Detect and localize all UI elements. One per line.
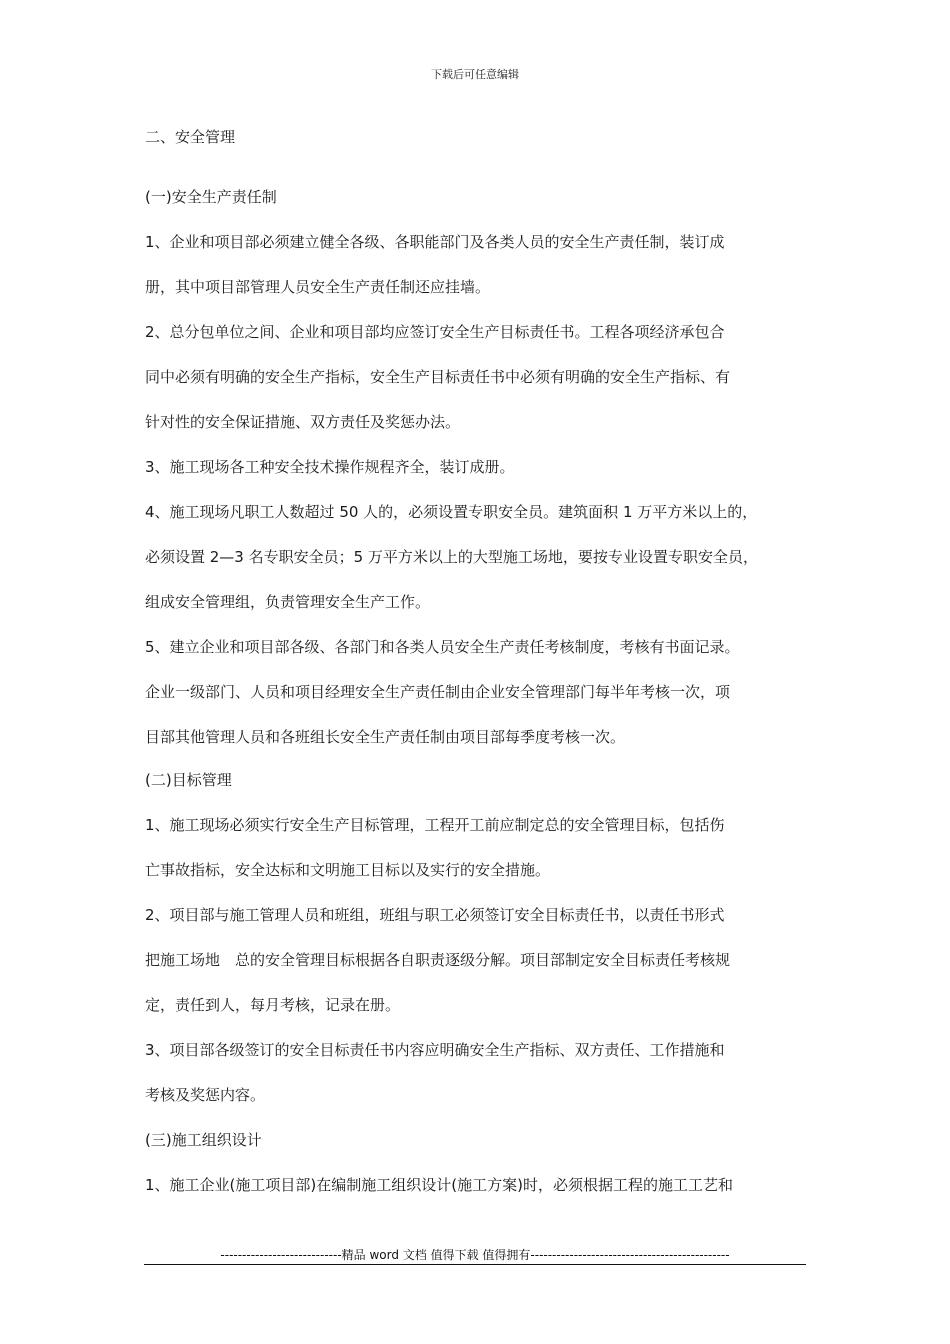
paragraph-line: 3、项目部各级签订的安全目标责任书内容应明确安全生产指标、双方责任、工作措施和 — [145, 1041, 725, 1059]
paragraph-line: 1、施工企业(施工项目部)在编制施工组织设计(施工方案)时，必须根据工程的施工工艺和 — [145, 1176, 733, 1194]
paragraph-line: 1、企业和项目部必须建立健全各级、各职能部门及各类人员的安全生产责任制，装订成 — [145, 233, 725, 251]
page-header: 下载后可任意编辑 — [431, 68, 519, 81]
paragraph-line: 组成安全管理组，负责管理安全生产工作。 — [145, 593, 431, 611]
paragraph-line: 把施工场地 总的安全管理目标根据各自职责逐级分解。项目部制定安全目标责任考核规 — [145, 951, 731, 969]
paragraph-line: 目部其他管理人员和各班组长安全生产责任制由项目部每季度考核一次。 — [145, 728, 626, 746]
paragraph-line: 考核及奖惩内容。 — [145, 1086, 266, 1104]
paragraph-line: 4、施工现场凡职工人数超过 50 人的，必须设置专职安全员。建筑面积 1 万平方米以上的， — [145, 503, 758, 521]
paragraph-line: 2、项目部与施工管理人员和班组，班组与职工必须签订安全目标责任书，以责任书形式 — [145, 906, 725, 924]
subsection-heading-goal-management: (二)目标管理 — [145, 771, 232, 789]
paragraph-line: 亡事故指标，安全达标和文明施工目标以及实行的安全措施。 — [145, 861, 551, 879]
paragraph-line: 企业一级部门、人员和项目经理安全生产责任制由企业安全管理部门每半年考核一次，项 — [145, 683, 731, 701]
page-footer: ----------------------------精品 word 文档 值得下载 值得拥有---------------------------------------------- — [220, 1248, 730, 1262]
paragraph-line: 必须设置 2—3 名专职安全员；5 万平方米以上的大型施工场地，要按专业设置专职安全员， — [145, 548, 758, 566]
paragraph-line: 1、施工现场必须实行安全生产目标管理，工程开工前应制定总的安全管理目标，包括伤 — [145, 816, 725, 834]
paragraph-line: 2、总分包单位之间、企业和项目部均应签订安全生产目标责任书。工程各项经济承包合 — [145, 323, 725, 341]
paragraph-line: 3、施工现场各工种安全技术操作规程齐全，装订成册。 — [145, 458, 515, 476]
footer-divider — [144, 1264, 806, 1265]
section-heading-safety-management: 二、安全管理 — [145, 128, 236, 146]
paragraph-line: 针对性的安全保证措施、双方责任及奖惩办法。 — [145, 413, 461, 431]
subsection-heading-responsibility: (一)安全生产责任制 — [145, 188, 277, 206]
subsection-heading-construction-design: (三)施工组织设计 — [145, 1131, 262, 1149]
paragraph-line: 5、建立企业和项目部各级、各部门和各类人员安全生产责任考核制度，考核有书面记录。 — [145, 638, 740, 656]
paragraph-line: 定，责任到人，每月考核，记录在册。 — [145, 996, 401, 1014]
paragraph-line: 同中必须有明确的安全生产指标，安全生产目标责任书中必须有明确的安全生产指标、有 — [145, 368, 731, 386]
paragraph-line: 册，其中项目部管理人员安全生产责任制还应挂墙。 — [145, 278, 491, 296]
